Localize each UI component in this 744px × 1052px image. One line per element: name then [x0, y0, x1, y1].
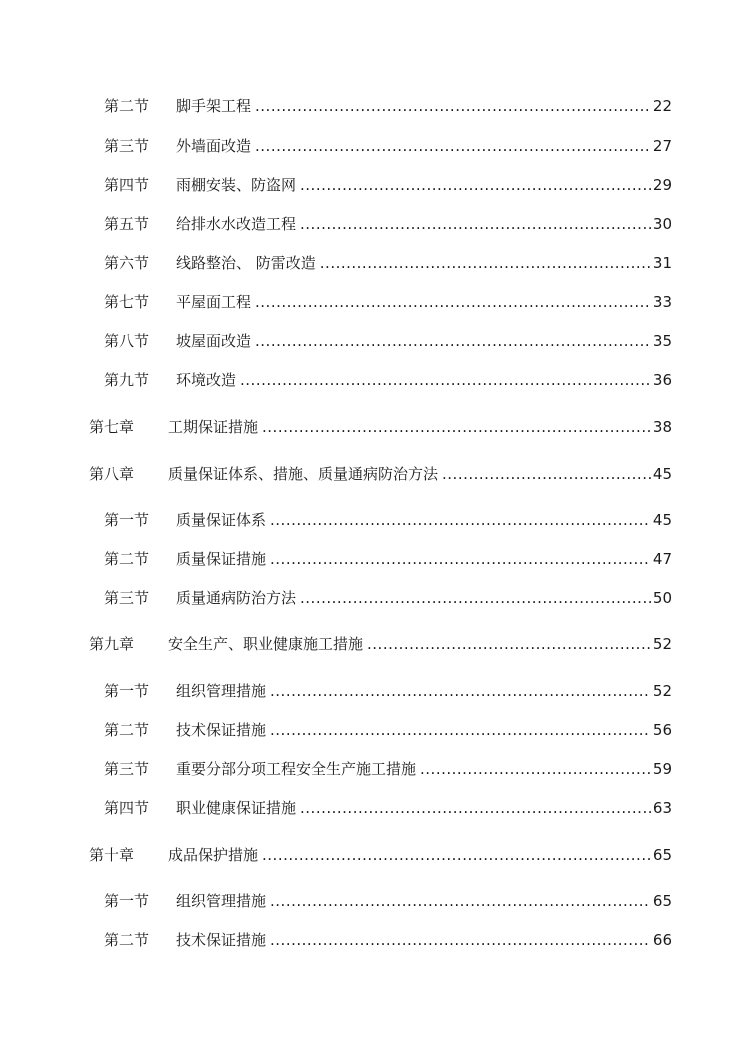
toc-entry-number: 第六节: [104, 254, 150, 272]
toc-entry[interactable]: [104, 329, 672, 353]
toc-entry-number: 第三节: [104, 137, 150, 155]
toc-entry-page: 47: [652, 550, 672, 568]
toc-entry-page: 52: [652, 682, 672, 700]
dot-leader: [270, 928, 651, 952]
toc-entry-page: 38: [652, 418, 672, 436]
dot-leader: [270, 547, 651, 571]
toc-entry-title: 安全生产、职业健康施工措施: [168, 635, 364, 653]
dot-leader: [255, 134, 651, 158]
toc-entry[interactable]: [104, 547, 672, 571]
toc-entry-number: 第四节: [104, 799, 150, 817]
toc-entry-page: 45: [652, 465, 672, 483]
toc-entry-title: 组织管理措施: [176, 892, 267, 910]
toc-entry-number: 第八章: [89, 465, 135, 483]
toc-entry-title: 质量保证措施: [176, 550, 267, 568]
dot-leader: [442, 462, 651, 486]
toc-entry[interactable]: [104, 368, 672, 392]
toc-entry-page: 29: [652, 176, 672, 194]
toc-entry[interactable]: [104, 94, 672, 118]
toc-entry-number: 第二节: [104, 550, 150, 568]
toc-entry-page: 31: [652, 254, 672, 272]
toc-entry-title: 给排水水改造工程: [176, 215, 297, 233]
toc-entry-title: 脚手架工程: [176, 97, 252, 115]
toc-entry-number: 第一节: [104, 682, 150, 700]
dot-leader: [255, 94, 651, 118]
toc-entry[interactable]: [104, 508, 672, 532]
toc-entry-title: 环境改造: [176, 371, 237, 389]
toc-entry-number: 第七节: [104, 293, 150, 311]
dot-leader: [262, 415, 651, 439]
toc-entry-page: 52: [652, 635, 672, 653]
toc-entry-number: 第二节: [104, 721, 150, 739]
toc-entry[interactable]: [89, 462, 672, 486]
dot-leader: [300, 173, 651, 197]
toc-entry-title: 平屋面工程: [176, 293, 252, 311]
toc-entry[interactable]: [104, 290, 672, 314]
toc-entry-page: 59: [652, 760, 672, 778]
toc-entry-title: 质量保证体系、措施、质量通病防治方法: [168, 465, 439, 483]
toc-entry-page: 50: [652, 589, 672, 607]
toc-entry-page: 33: [652, 293, 672, 311]
toc-entry-number: 第十章: [89, 846, 135, 864]
toc-entry-title: 线路整治、 防雷改造: [176, 254, 316, 272]
dot-leader: [270, 718, 651, 742]
toc-entry-number: 第七章: [89, 418, 135, 436]
dot-leader: [367, 632, 651, 656]
dot-leader: [300, 796, 651, 820]
toc-entry[interactable]: [104, 134, 672, 158]
toc-entry-title: 质量保证体系: [176, 511, 267, 529]
toc-entry[interactable]: [104, 889, 672, 913]
toc-entry[interactable]: [89, 843, 672, 867]
toc-entry-page: 35: [652, 332, 672, 350]
toc-entry[interactable]: [104, 173, 672, 197]
toc-entry-page: 66: [652, 931, 672, 949]
toc-entry[interactable]: [104, 251, 672, 275]
toc-entry[interactable]: [104, 757, 672, 781]
toc-entry-title: 外墙面改造: [176, 137, 252, 155]
toc-entry[interactable]: [104, 586, 672, 610]
toc-entry-number: 第三节: [104, 760, 150, 778]
toc-entry-number: 第一节: [104, 511, 150, 529]
toc-entry-title: 坡屋面改造: [176, 332, 252, 350]
toc-entry-page: 30: [652, 215, 672, 233]
toc-entry-page: 65: [652, 846, 672, 864]
toc-entry-title: 技术保证措施: [176, 721, 267, 739]
toc-entry-number: 第一节: [104, 892, 150, 910]
dot-leader: [270, 508, 651, 532]
dot-leader: [262, 843, 651, 867]
toc-entry-page: 36: [652, 371, 672, 389]
toc-entry-page: 22: [652, 97, 672, 115]
toc-entry[interactable]: [89, 632, 672, 656]
toc-entry-title: 质量通病防治方法: [176, 589, 297, 607]
toc-entry-title: 重要分部分项工程安全生产施工措施: [176, 760, 417, 778]
toc-entry-title: 雨棚安装、防盗网: [176, 176, 297, 194]
dot-leader: [300, 586, 651, 610]
dot-leader: [300, 212, 651, 236]
dot-leader: [255, 290, 651, 314]
dot-leader: [270, 889, 651, 913]
toc-entry-number: 第四节: [104, 176, 150, 194]
dot-leader: [255, 329, 651, 353]
toc-entry-title: 工期保证措施: [168, 418, 259, 436]
toc-entry-title: 组织管理措施: [176, 682, 267, 700]
toc-entry[interactable]: [104, 679, 672, 703]
toc-entry[interactable]: [104, 928, 672, 952]
toc-entry-number: 第八节: [104, 332, 150, 350]
toc-entry-number: 第二节: [104, 97, 150, 115]
toc-entry-page: 45: [652, 511, 672, 529]
toc-entry-number: 第二节: [104, 931, 150, 949]
toc-entry-page: 56: [652, 721, 672, 739]
toc-entry[interactable]: [104, 718, 672, 742]
toc-entry-page: 63: [652, 799, 672, 817]
toc-entry-title: 职业健康保证措施: [176, 799, 297, 817]
toc-entry-number: 第五节: [104, 215, 150, 233]
toc-entry[interactable]: [89, 415, 672, 439]
toc-entry-title: 成品保护措施: [168, 846, 259, 864]
dot-leader: [320, 251, 651, 275]
toc-entry-number: 第三节: [104, 589, 150, 607]
dot-leader: [270, 679, 651, 703]
toc-entry-number: 第九章: [89, 635, 135, 653]
dot-leader: [240, 368, 651, 392]
dot-leader: [420, 757, 651, 781]
toc-entry-title: 技术保证措施: [176, 931, 267, 949]
toc-entry-page: 65: [652, 892, 672, 910]
toc-entry-number: 第九节: [104, 371, 150, 389]
toc-entry[interactable]: [104, 796, 672, 820]
toc-entry[interactable]: [104, 212, 672, 236]
toc-entry-page: 27: [652, 137, 672, 155]
